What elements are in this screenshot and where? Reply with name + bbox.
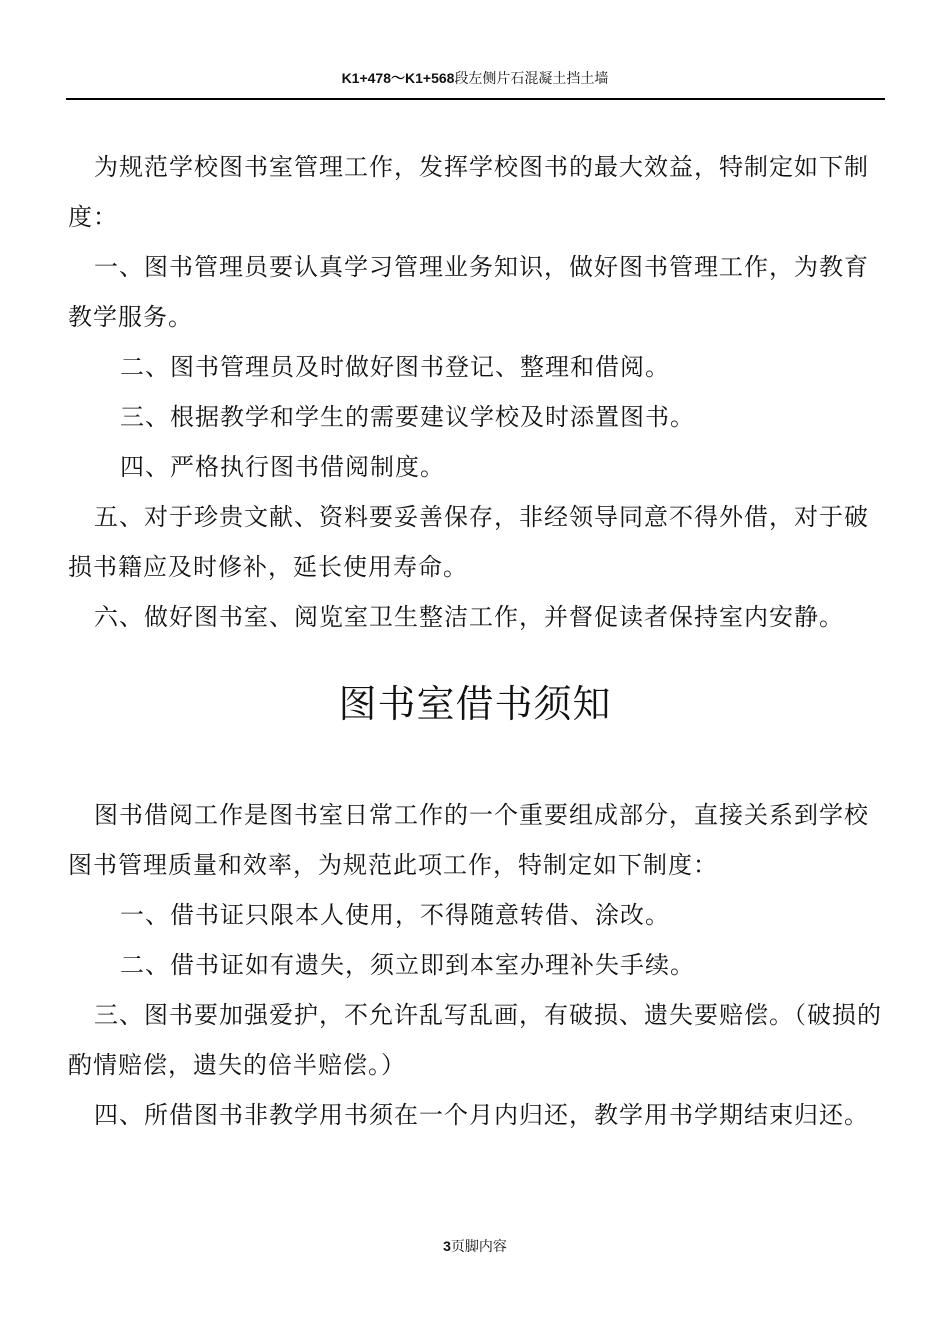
- section2-item-4: 四、所借图书非教学用书须在一个月内归还，教学用书学期结束归还。: [94, 1101, 869, 1129]
- section2-item-3: 三、图书要加强爱护，不允许乱写乱画，有破损、遗失要赔偿。（破损的酌情赔偿，遗失的倍半赔偿。）: [68, 1001, 882, 1079]
- section1-item-6: 六、做好图书室、阅览室卫生整洁工作，并督促读者保持室内安静。: [94, 603, 844, 631]
- footer-text: 页脚内容: [450, 1239, 507, 1255]
- section2-title: 图书室借书须知: [338, 682, 612, 726]
- section1-item-2: 二、图书管理员及时做好图书登记、整理和借阅。: [120, 353, 670, 381]
- section2-intro: 图书借阅工作是图书室日常工作的一个重要组成部分，直接关系到学校图书管理质量和效率，为规范此项工作，特制定如下制度：: [68, 801, 869, 879]
- section2-item-2: 二、借书证如有遗失，须立即到本室办理补失手续。: [120, 951, 695, 979]
- header-section-code: K1+478～K1+568: [341, 70, 455, 86]
- header-title: 段左侧片石混凝土挡土墙: [454, 71, 609, 87]
- section1-item-3: 三、根据教学和学生的需要建议学校及时添置图书。: [120, 403, 695, 431]
- page-footer: [0, 1236, 950, 1257]
- page-header: [0, 68, 950, 89]
- section1-item-4: 四、严格执行图书借阅制度。: [120, 453, 445, 481]
- section1-item-1: 一、图书管理员要认真学习管理业务知识，做好图书管理工作，为教育教学服务。: [68, 253, 869, 331]
- section1-item-5: 五、对于珍贵文献、资料要妥善保存，非经领导同意不得外借，对于破损书籍应及时修补，延长使用寿命。: [68, 503, 869, 581]
- footer-page-number: 3: [443, 1238, 451, 1254]
- section1-intro: 为规范学校图书室管理工作，发挥学校图书的最大效益，特制定如下制度：: [68, 153, 869, 231]
- section2-item-1: 一、借书证只限本人使用，不得随意转借、涂改。: [120, 901, 670, 929]
- header-rule: [66, 98, 885, 100]
